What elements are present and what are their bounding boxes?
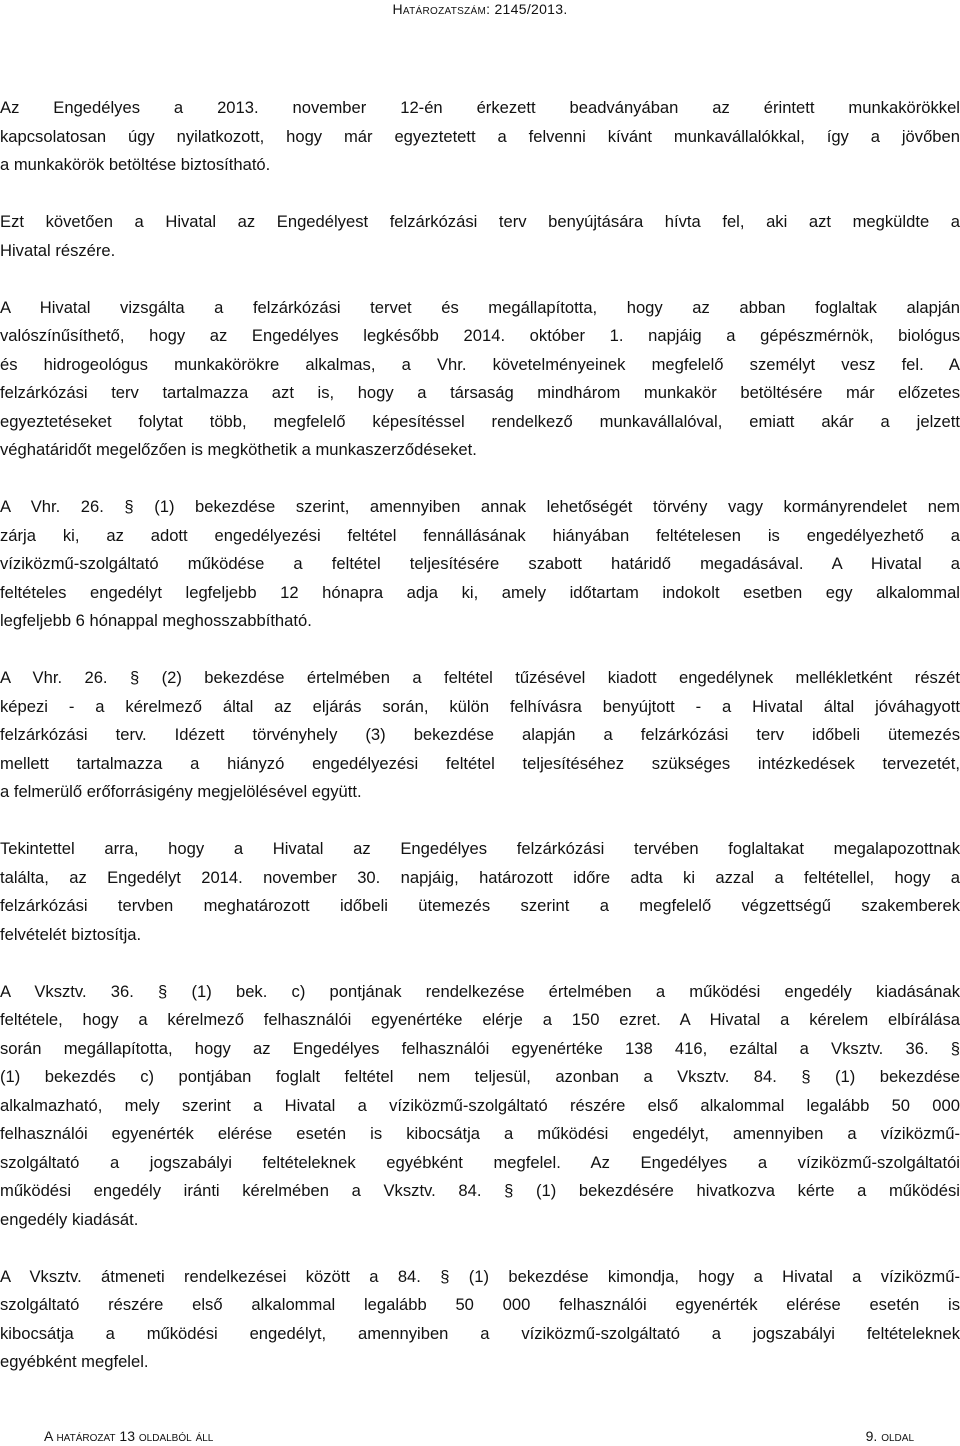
text-line: valószínűsíthető, hogy az Engedélyes legkésőbb 2014. október 1. napjáig a gépészmérnök, biológus (0, 326, 960, 345)
text-line: felvételét biztosítja. (0, 924, 142, 944)
text-line: felzárkózási terv tartalmazza azt is, hogy a társaság mindhárom munkakör betöltésére már előzetes (0, 383, 960, 402)
text-line: Ezt követően a Hivatal az Engedélyest felzárkózási terv benyújtására hívta fel, aki azt megküldte a (0, 212, 960, 231)
text-line: A Vhr. 26. § (2) bekezdése értelmében a feltétel tűzésével kiadott engedélynek mellékletként részét (0, 668, 960, 687)
text-line: képezi - a kérelmező által az eljárás során, külön felhívásra benyújtott - a Hivatal által jóváhagyott (0, 696, 960, 716)
text-line: Az Engedélyes a 2013. november 12-én érkezett beadványában az érintett munkakörökkel (0, 98, 960, 117)
text-line: zárja ki, az adott engedélyezési feltétel fennállásának hiányában feltételesen is engedélyezhető a (0, 525, 960, 545)
text-line: szolgáltató részére első alkalommal legalább 50 000 felhasználói egyenérték elérése esetén is (0, 1295, 960, 1314)
paragraph (0, 1263, 960, 1377)
text-line: (1) bekezdés c) pontjában foglalt feltétel nem teljesül, azonban a Vksztv. 84. § (1) bekezdése (0, 1067, 960, 1086)
text-line: véghatáridőt megelőzően is megköthetik a munkaszerződéseket. (0, 440, 477, 459)
text-line: feltételes engedélyt legfeljebb 12 hónapra adja ki, amely időtartam indokolt esetben egy alkalommal (0, 582, 960, 602)
document-body (0, 94, 960, 1405)
document-footer (0, 1427, 960, 1446)
text-line: A Hivatal vizsgálta a felzárkózási tervet és megállapította, hogy az abban foglaltak alapján (0, 297, 960, 317)
text-line: víziközmű-szolgáltató működése a feltétel teljesítésére szabott határidő megadásával. A Hivatal a (0, 554, 960, 573)
paragraph (0, 208, 960, 265)
text-line: során megállapította, hogy az Engedélyes felhasználói egyenértéke 138 416, ezáltal a Vksztv. 36. § (0, 1038, 960, 1058)
text-line: a felmerülő erőforrásigény megjelölésével együtt. (0, 782, 362, 801)
text-line: felzárkózási tervben meghatározott időbeli ütemezés szerint a megfelelő végzettségű szakemberek (0, 896, 960, 915)
text-line: feltétele, hogy a kérelmező felhasználói egyenértéke elérje a 150 ezret. A Hivatal a kérelem elbírálása (0, 1010, 960, 1029)
paragraph (0, 294, 960, 465)
resolution-number: Határozatszám: 2145/2013. (392, 1, 568, 17)
text-line: Hivatal részére. (0, 240, 116, 260)
paragraph (0, 493, 960, 636)
text-line: kapcsolatosan úgy nyilatkozott, hogy már egyeztetett a felvenni kívánt munkavállalókkal, így a jövőben (0, 126, 960, 146)
document-header (0, 0, 960, 18)
text-line: egyébként megfelel. (0, 1352, 149, 1371)
text-line: legfeljebb 6 hónappal meghosszabbítható. (0, 611, 312, 630)
paragraph (0, 664, 960, 807)
text-line: felhasználói egyenérték elérése esetén is kibocsátja a működési engedélyt, amennyiben a víziközmű- (0, 1124, 960, 1143)
paragraph (0, 978, 960, 1235)
text-line: Tekintettel arra, hogy a Hivatal az Engedélyes felzárkózási tervében foglaltakat megalapozottnak (0, 839, 960, 858)
text-line: A Vksztv. 36. § (1) bek. c) pontjának rendelkezése értelmében a működési engedély kiadásának (0, 981, 960, 1001)
text-line: működési engedély iránti kérelmében a Vksztv. 84. § (1) bekezdésére hivatkozva kérte a működési (0, 1181, 960, 1200)
text-line: felzárkózási terv. Idézett törvényhely (3) bekezdése alapján a felzárkózási terv időbeli ütemezés (0, 725, 960, 744)
text-line: kibocsátja a működési engedélyt, amennyiben a víziközmű-szolgáltató a jogszabályi feltételeknek (0, 1323, 960, 1343)
text-line: A Vhr. 26. § (1) bekezdése szerint, amennyiben annak lehetőségét törvény vagy kormányrendelet nem (0, 497, 960, 516)
text-line: találta, az Engedélyt 2014. november 30. napjáig, határozott időre adta ki azzal a feltétellel, hogy a (0, 867, 960, 887)
paragraph (0, 94, 960, 180)
text-line: és hidrogeológus munkakörökre alkalmas, a Vhr. követelményeinek megfelelő személyt vesz fel. A (0, 354, 960, 374)
text-line: alkalmazható, mely szerint a Hivatal a víziközmű-szolgáltató részére első alkalommal legalább 50 000 (0, 1095, 960, 1115)
page-number: 9. oldal (865, 1428, 914, 1444)
text-line: mellett tartalmazza a hiányzó engedélyezési feltétel teljesítéséhez szükséges intézkedések tervezetét, (0, 753, 960, 773)
text-line: A Vksztv. átmeneti rendelkezései között a 84. § (1) bekezdése kimondja, hogy a Hivatal a víziközmű- (0, 1266, 960, 1286)
text-line: a munkakörök betöltése biztosítható. (0, 155, 271, 174)
text-line: engedély kiadását. (0, 1209, 139, 1229)
paragraph (0, 835, 960, 949)
page-count-note: A határozat 13 oldalból áll (44, 1428, 214, 1444)
text-line: szolgáltató a jogszabályi feltételeknek egyébként megfelel. Az Engedélyes a víziközmű-szolgáltatói (0, 1152, 960, 1172)
text-line: egyeztetéseket folytat több, megfelelő képesítéssel rendelkező munkavállalóval, emiatt akár a jelzett (0, 411, 960, 431)
